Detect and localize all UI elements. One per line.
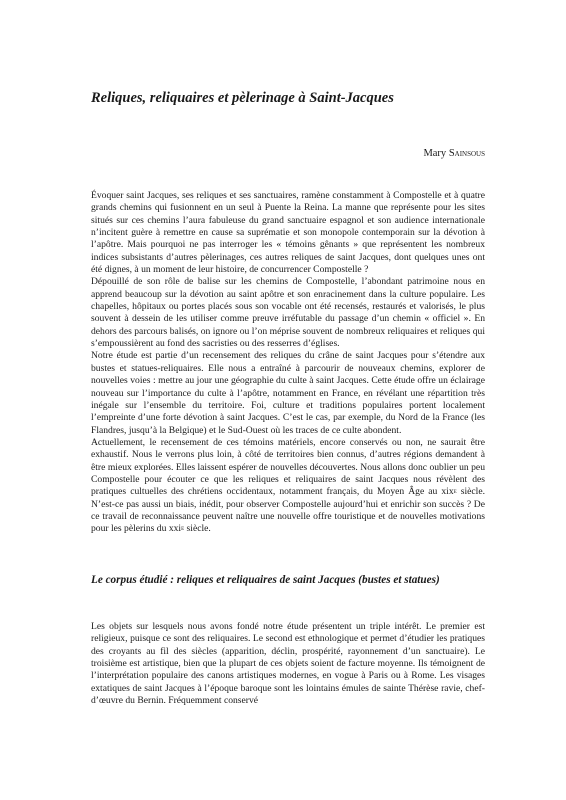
intro-text	[91, 190, 485, 536]
century-numeral-19: xix	[441, 486, 454, 498]
section-heading: Le corpus étudié : reliques et reliquaires de saint Jacques (bustes et statues)	[91, 574, 440, 586]
century-suffix-19: e	[453, 486, 457, 495]
author-last-name: Sainsous	[448, 148, 485, 159]
century-numeral-21: xxi	[168, 523, 182, 535]
section-text	[91, 621, 485, 707]
intro-paragraph-3: Notre étude est partie d’un recensement des reliques du crâne de saint Jacques pour s’étendre aux bustes et statues-reliquaires. Elle nous a entraîné à parcourir de nouveaux chemins, explorer de nouvelles voies : mettre au jour une géographie du culte à saint Jacques. Cette étude offre un éclairage nouveau sur l’importance du culte à l’apôtre, notamment en France, en révélant une répartition très inégale sur l’ensemble du territoire. Foi, culture et traditions populaires portent localement l’empreinte d’une forte dévotion à saint Jacques. C’est le cas, par exemple, du Nord de la France (les Flandres, jusqu’à la Belgique) et le Sud-Ouest où les traces de ce culte abondent.	[91, 350, 485, 436]
intro-paragraph-2: Dépouillé de son rôle de balise sur les chemins de Compostelle, l’abondant patrimoine nous en apprend beaucoup sur la dévotion au saint apôtre et son enracinement dans la culture populaire. Les chapelles, hôpitaux ou portes placés sous son vocable ont été recensés, restaurés et valorisés, le plus souvent à dessein de les utiliser comme preuve irréfutable du passage d’un chemin « officiel ». En dehors des parcours balisés, on ignore ou l’on méprise souvent de nombreux reliquaires et reliques qui s’empoussièrent au fond des sacristies ou des resserres d’églises.	[91, 276, 485, 350]
intro-paragraph-4-part-c: siècle.	[184, 523, 211, 535]
section-paragraph-1: Les objets sur lesquels nous avons fondé notre étude présentent un triple intérêt. Le premier est religieux, puisque ce sont des reliquaires. Le second est ethnologique et permet d’étudier les pratiques des croyants au fil des siècles (apparition, déclin, prospérité, rayonnement d’un sanctuaire). Le troisième est artistique, bien que la plupart de ces objets soient de facture moyenne. Ils témoignent de l’interprétation populaire des canons artistiques modernes, en vogue à Paris ou à Rome. Les visages extatiques de saint Jacques à l’époque baroque sont les lointains émules de sainte Thérèse ravie, chef-d’œuvre du Bernin. Fréquemment conservé	[91, 621, 485, 707]
intro-paragraph-4-part-b: siècle. N’est-ce pas aussi un biais, inédit, pour observer Compostelle aujourd’hui et enrichir son succès ? De ce travail de reconnaissance peuvent naître une nouvelle offre touristique et de nouvelles motivations pour les pèlerins du	[91, 486, 485, 535]
intro-paragraph-4	[91, 437, 485, 536]
intro-paragraph-1: Évoquer saint Jacques, ses reliques et ses sanctuaires, ramène constamment à Compostelle et à quatre grands chemins qui fusionnent en un seul à Puente la Reina. La manne que représente pour les sites situés sur ces chemins l’aura fabuleuse du grand sanctuaire espagnol et son audience internationale n’incitent guère à remettre en cause sa suprématie et son monopole contemporain sur la dévotion à l’apôtre. Mais pourquoi ne pas interroger les « témoins gênants » que représentent les nombreux indices subsistants d’autres pèlerinages, ces autres reliques de saint Jacques, dont quelques unes ont été dignes, à un moment de leur histoire, de concurrencer Compostelle ?	[91, 190, 485, 276]
century-suffix-21: e	[181, 523, 185, 532]
article-title: Reliques, reliquaires et pèlerinage à Saint-Jacques	[91, 90, 394, 106]
intro-paragraph-4-part-a: Actuellement, le recensement de ces témoins matériels, encore conservés ou non, ne saurait être exhaustif. Nous le verrons plus loin, à côté de territoires bien connus, d’autres régions demandent à être mieux explorées. Elles laissent espérer de nouvelles découvertes. Nous allons donc oublier un peu Compostelle pour écouter ce que les reliques et reliquaires de saint Jacques nous révèlent des pratiques cultuelles des chrétiens occidentaux, notamment français, du Moyen Âge au	[91, 436, 485, 498]
author-first-name: Mary	[423, 148, 449, 159]
author-name	[423, 147, 485, 161]
